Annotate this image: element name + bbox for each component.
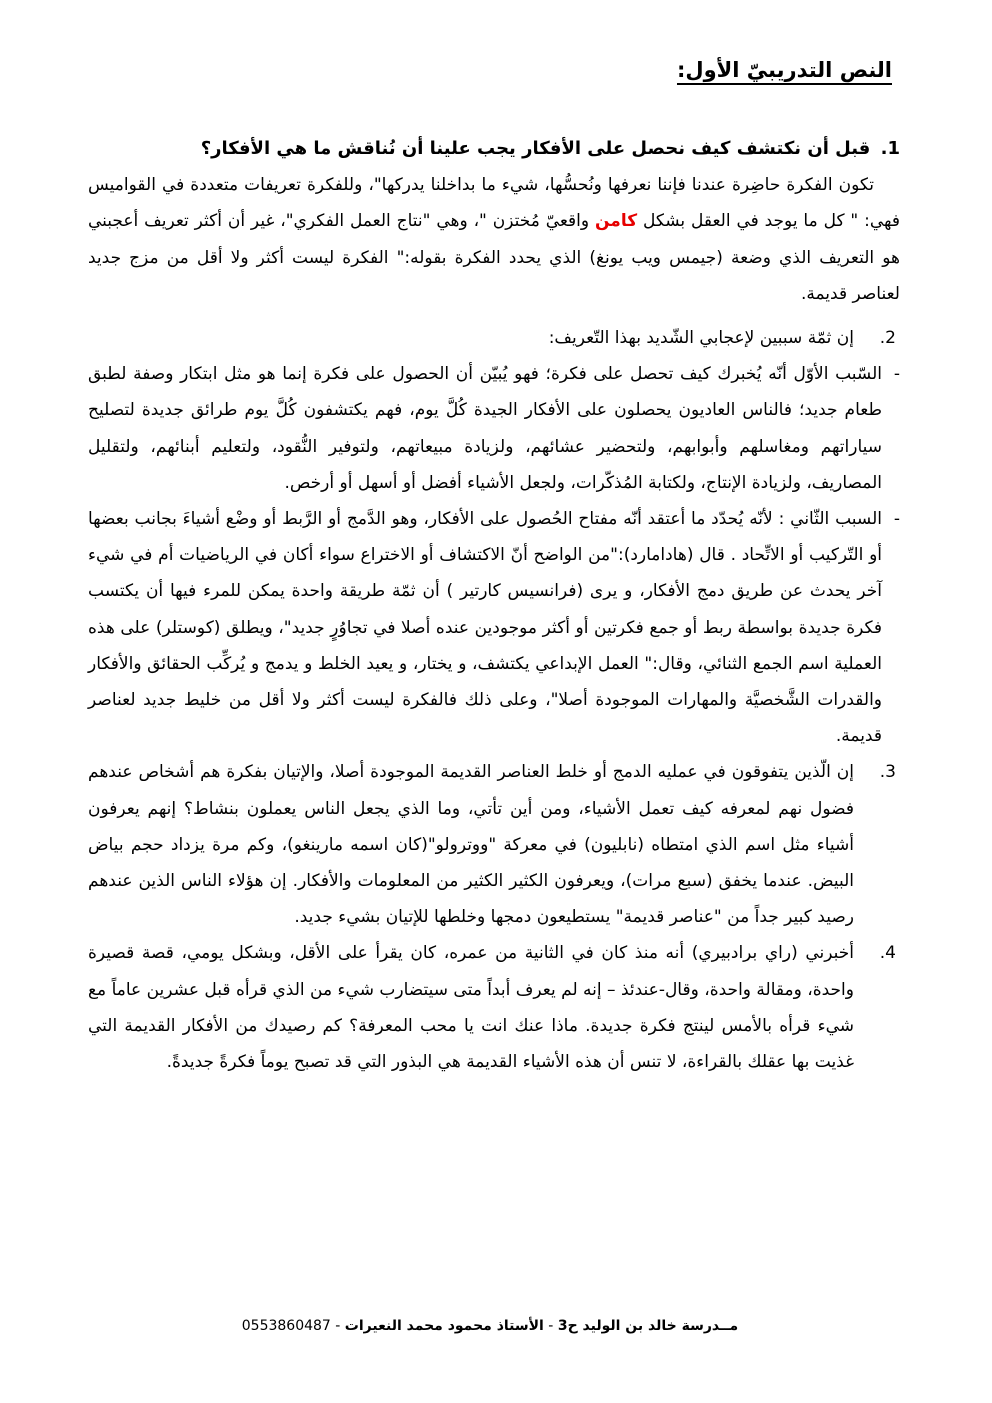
question-1-heading-text: قبل أن نكتشف كيف نحصل على الأفكار يجب علينا أن نُناقش ما هي الأفكار؟ [200,138,871,159]
q1-highlight-word: كامن [595,211,638,232]
bullet-dash: - [893,364,900,385]
q1-text-part1: تكون الفكرة حاضِرة عندنا فإننا نعرفها ونُحسُّها، شيء ما بداخلنا يدركها"، وللفكرة تعريفات متعددة في القواميس فهي: " كل ما يوجد في العقل بشكل [88,175,900,232]
question-4-number: 4. [879,943,896,964]
footer-school: مــدرسة خالد بن الوليد ح3 [557,1318,739,1334]
question-2-intro-text: إن ثمّة سببين لإعجابي الشّديد بهذا التّعريف: [548,328,854,349]
reason-1-item [88,356,900,501]
question-4-text: أخبرني (راي برادبيري) أنه منذ كان في الثانية من عمره، كان يقرأ على الأقل، وبشكل يومي، قصة قصيرة واحدة، ومقالة واحدة، وقال-عندئذ – إنه لم يعرف أبداً متى سيتضارب شيء من الذي قرأه قبل عشرين عاماً مع شيء قرأه بالأمس لينتج فكرة جديدة. ماذا عنك انت يا محب المعرفة؟ كم رصيدك من الأفكار القديمة التي غذيت بها عقلك بالقراءة، لا تنس أن هذه الأشياء القديمة هي البذور التي قد تصبح يوماً فكرةً جديدةً. [88,943,854,1073]
reason-2-item [88,501,900,754]
question-1-paragraph [88,167,900,312]
page-footer [200,1318,780,1334]
footer-phone-separator: - [330,1318,345,1334]
document-body [88,131,900,1080]
question-1-heading [88,131,900,167]
footer-phone: 0553860487 [241,1318,331,1334]
question-3-number: 3. [879,762,896,783]
question-2-number: 2. [879,328,896,349]
footer-teacher: الأستاذ محمود محمد النعيرات [344,1318,544,1334]
reason-1-text: السّبب الأوّل أنّه يُخبرك كيف تحصل على فكرة؛ فهو يُبيّن أن الحصول على فكرة إنما هو مثل ابتكار وصفة لطبق طعام جديد؛ فالناس العاديون يحصلون على الأفكار الجيدة كُلَّ يوم، فهم يكتشفون كُلَّ يوم طرائق جديدة لتصليح سياراتهم ومغاسلهم وأبوابهم، ولتحضير عشائهم، ولزيادة مبيعاتهم، ولتوفير النُّقود، ولتعليم أبنائهم، ولتقليل المصاريف، ولزيادة الإنتاج، ولكتابة المُذكّرات، ولجعل الأشياء أفضل أو أسهل أو أرخص. [88,364,882,493]
bullet-dash: - [893,509,900,530]
question-1-number: 1. [880,138,900,159]
page-title: النص التدريبيّ الأول: [676,58,892,82]
question-3-item [88,754,900,935]
question-3-text: إن الّذين يتفوقون في عمليه الدمج أو خلط العناصر القديمة الموجودة أصلا، والإتيان بفكرة هم أشخاص عندهم فضول نهم لمعرفه كيف تعمل الأشياء، ومن أين تأتي، وما الذي يجعل الناس يعملون بنشاط؟ إنهم يعرفون أشياء مثل اسم الذي امتطاه (نابليون) في معركة "ووترولو"(كان اسمه مارينغو)، وكم مرة يزداد حجم بياض البيض. عندما يخفق (سبع مرات)، ويعرفون الكثير الكثير من المعلومات والأفكار. إن هؤلاء الناس الذين عندهم رصيد كبير جداً من "عناصر قديمة" يستطيعون دمجها وخلطها للإتيان بشيء جديد. [88,762,854,928]
question-4-item [88,935,900,1080]
q1-text-part2: واقعيّ مُختزن "، وهي "نتاج العمل الفكري"، غير أن أكثر تعريف أعجبني هو التعريف الذي وضعة (جيمس ويب يونغ) الذي يحدد الفكرة بقوله:" الفكرة ليست أكثر ولا أقل من مزج جديد لعناصر قديمة. [88,211,900,304]
footer-separator: - [543,1318,558,1334]
reason-2-text: السبب الثّاني : لأنّه يُحدّد ما أعتقد أنّه مفتاح الحُصول على الأفكار، وهو الدَّمج أو الرَّبط أو وضْع أشياءَ بجانب بعضها أو التّركيب أو الاتِّحاد . قال (هادامارد):"من الواضح أنّ الاكتشاف أو الاختراع سواء أكان في الرياضيات أم في شيء آخر يحدث عن طريق دمج الأفكار، و يرى (فرانسيس كارتير ) أن ثمّة طريقة واحدة يمكن للمرء فيها أن يكتسب فكرة جديدة بواسطة ربط أو جمع فكرتين أو أكثر موجودين عنده أصلا في تجاوُرٍ جديد"، ويطلق (كوستلر) على هذه العملية اسم الجمع الثنائي، وقال:" العمل الإبداعي يكتشف، و يختار، و يعيد الخلط و يدمج و يُركِّب الحقائق والأفكار والقدرات الشَّخصيَّة والمهارات الموجودة أصلا"، وعلى ذلك فالفكرة ليست أكثر ولا أقل من خليط جديد لعناصر قديمة. [88,509,882,747]
document-page [88,0,900,1403]
question-2-intro [88,320,900,356]
